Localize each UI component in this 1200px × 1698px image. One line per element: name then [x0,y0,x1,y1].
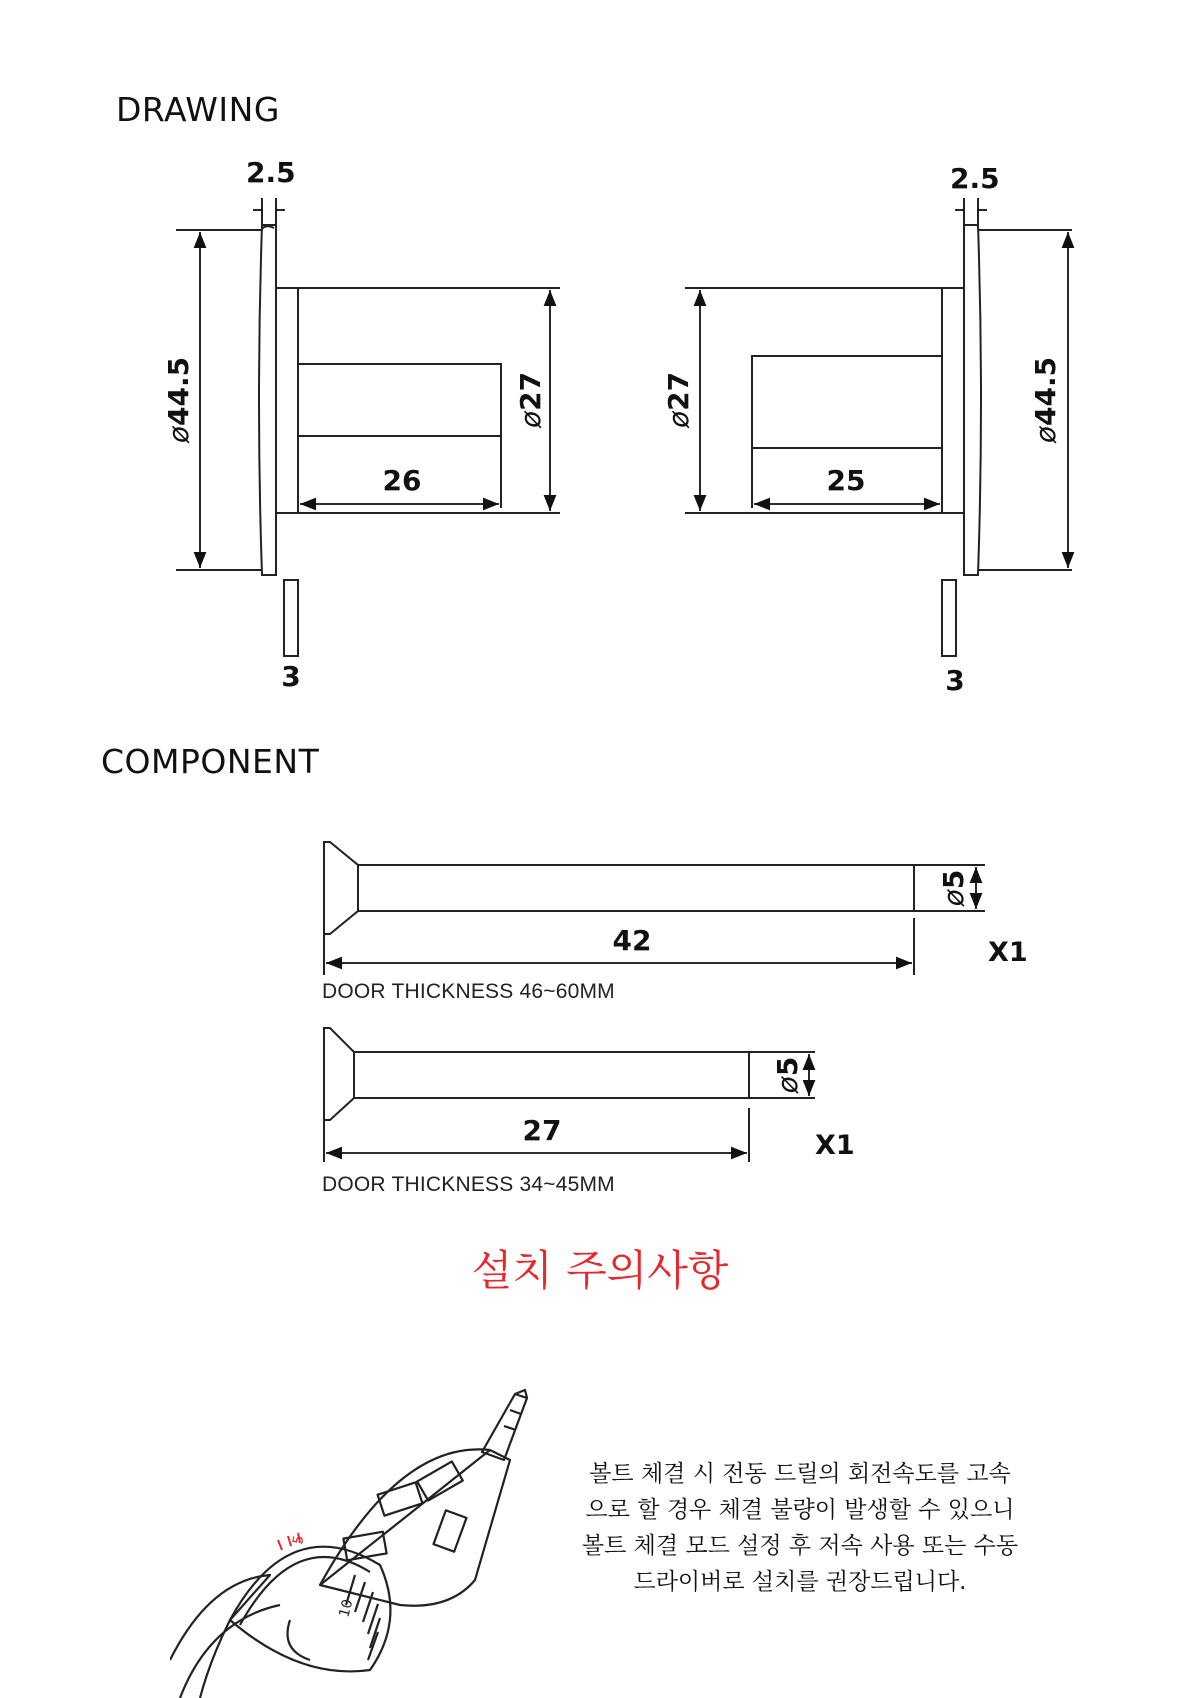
bolt-27-door-thickness-note: DOOR THICKNESS 34~45MM [322,1173,615,1196]
right-part-drawing [685,198,1072,656]
drawing-section-title: DRAWING [116,90,280,129]
left-dimensions [200,210,550,568]
bolt-27 [324,1028,815,1162]
bolt-27-diameter-label: ø5 [771,1056,804,1094]
clutch-mark-10: 10 [336,1597,357,1620]
left-backplate [284,580,298,656]
bolt-27-length-label: 27 [522,1114,562,1147]
caution-title: 설치 주의사항 [471,1246,729,1295]
right-plate-thickness-label: 3 [945,664,965,697]
right-length-label: 25 [826,464,866,497]
left-outer-diameter-label: ø44.5 [162,356,195,444]
bolt-27-quantity: X1 [815,1130,855,1161]
clutch-mark-5: 5 [290,1534,308,1546]
left-flange [259,225,276,575]
caution-description: 볼트 체결 시 전동 드릴의 회전속도를 고속 으로 할 경우 체결 불량이 발생할 수 있으니 볼트 체결 모드 설정 후 저속 사용 또는 수동 드라이버로 설치를 권장드립니다. [581,1461,1019,1595]
right-flange-thickness-label: 2.5 [950,162,1000,195]
bolt-27-dimensions [326,1054,809,1153]
left-part-drawing [176,198,560,656]
bolt-42 [324,842,985,975]
left-spindle [298,364,501,436]
right-flange [964,225,981,575]
left-length-label: 26 [382,464,422,497]
left-flange-thickness-label: 2.5 [246,156,296,189]
left-plate-thickness-label: 3 [281,660,301,693]
bolt-42-door-thickness-note: DOOR THICKNESS 46~60MM [322,980,615,1003]
component-section-title: COMPONENT [101,742,320,781]
left-plate [276,288,298,513]
right-dimensions [700,210,1068,568]
drill-illustration [170,1360,600,1698]
right-outer-diameter-label: ø44.5 [1029,356,1062,444]
bolt-42-diameter-label: ø5 [937,869,970,907]
bolt-42-length-label: 42 [612,924,652,957]
right-spindle [752,356,942,448]
left-body-diameter-label: ø27 [514,371,547,429]
drill-chuck [320,1450,510,1606]
right-backplate [942,580,956,656]
bolt-42-quantity: X1 [988,937,1028,968]
right-body-diameter-label: ø27 [662,371,695,429]
right-plate [942,288,964,513]
